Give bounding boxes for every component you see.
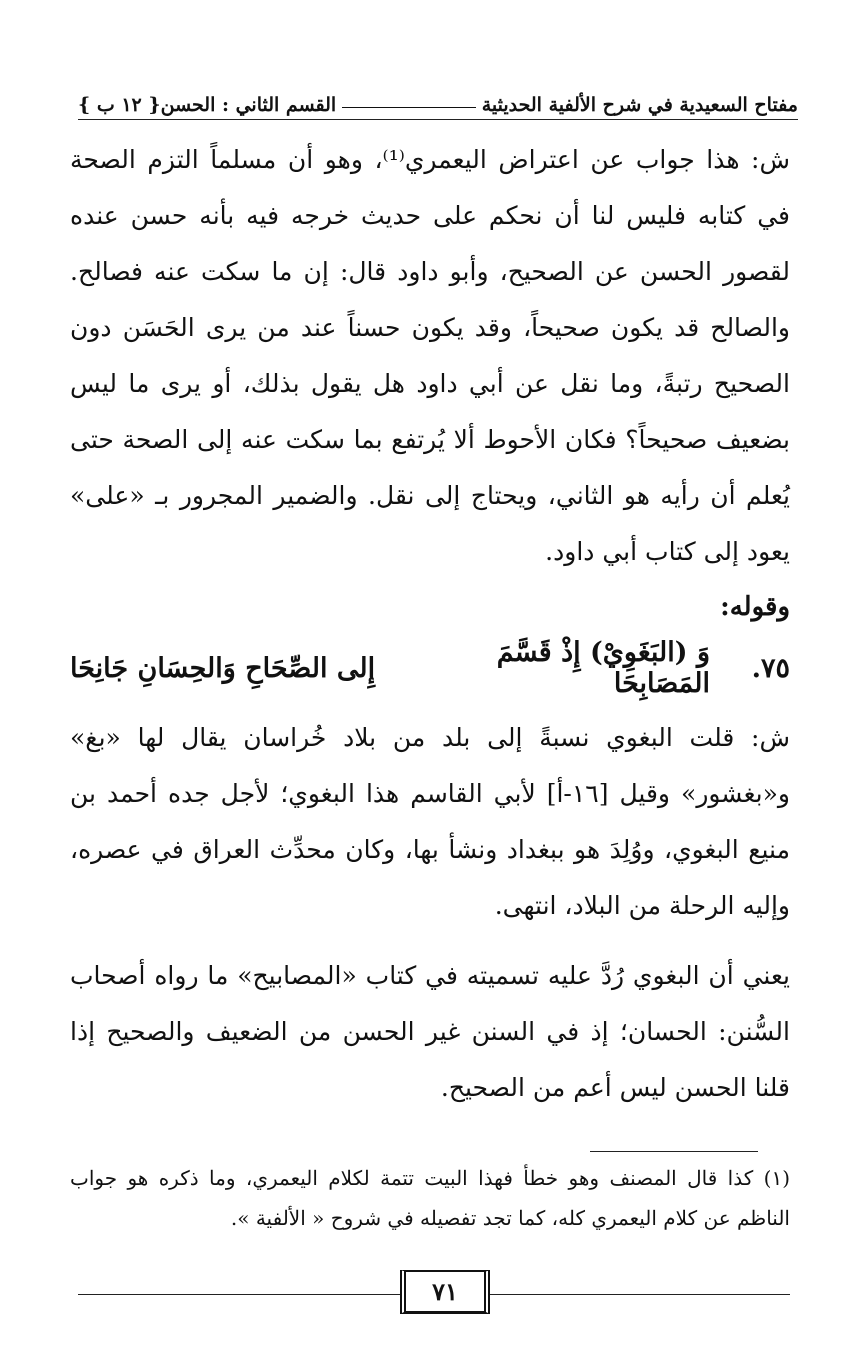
section-title: القسم الثاني : الحسن [160, 94, 337, 116]
verse-second-hemistich: إِلى الصِّحَاحِ وَالحِسَانِ جَانِحَا [70, 652, 376, 684]
qawluhu-heading: وقوله: [720, 592, 790, 622]
verse-first-hemistich: وَ (البَغَوِيْ) إِذْ قَسَّمَ المَصَابِحَا [496, 637, 710, 699]
page-number: ٧١ [400, 1270, 490, 1314]
header-rule [342, 107, 476, 108]
commentary-paragraph: ش: قلت البغوي نسبةً إلى بلد من بلاد خُراسان يقال لها «بغ» و«بغشور» وقيل [١٦-أ] لأبي القاسم هذا البغوي؛ لأجل جده أحمد بن منيع البغوي، ووُلِدَ هو ببغداد ونشأ بها، وكان محدِّث العراق في عصره، وإليه الرحلة من البلاد، انتهى. [70, 723, 790, 920]
footnote: (١) كذا قال المصنف وهو خطأ فهذا البيت تتمة لكلام اليعمري، وما ذكره هو جواب الناظم عن كلام اليعمري كله، كما تجد تفصيله في شروح « الألفية ». [70, 1166, 790, 1230]
book-title: مفتاح السعيدية في شرح الألفية الحديثية [481, 94, 798, 116]
folio-marker: { ١٢ ب } [78, 94, 161, 116]
header-divider [78, 119, 798, 120]
verse-line [70, 637, 790, 699]
commentary-paragraph: ش: هذا جواب عن اعتراض اليعمري⁽¹⁾، وهو أن مسلماً التزم الصحة في كتابه فليس لنا أن نحكم على حديث خرجه فيه بأنه حسن عنده لقصور الحسن عن الصحيح، وأبو داود قال: إن ما سكت عنه فصالح. والصالح قد يكون صحيحاً، وقد يكون حسناً عند من يرى الحَسَن دون الصحيح رتبةً، وما نقل عن أبي داود هل يقول بذلك، أو يرى ما ليس بضعيف صحيحاً؟ فكان الأحوط ألا يُرتفع بما سكت عنه إلى الصحة حتى يُعلم أن رأيه هو الثاني، ويحتاج إلى نقل. والضمير المجرور بـ «على» يعود إلى كتاب أبي داود. [70, 145, 790, 566]
page-footer [78, 1268, 790, 1318]
footer-rule [78, 1294, 400, 1295]
verse-number: ٧٥. [751, 652, 790, 684]
commentary-paragraph: يعني أن البغوي رُدَّ عليه تسميته في كتاب «المصابيح» ما رواه أصحاب السُّنن: الحسان؛ إذ في السنن غير الحسن من الضعيف والصحيح إذا قلنا الحسن ليس أعم من الصحيح. [70, 961, 790, 1102]
footer-rule [490, 1294, 790, 1295]
footnote-divider [590, 1151, 758, 1152]
running-header [78, 82, 798, 116]
